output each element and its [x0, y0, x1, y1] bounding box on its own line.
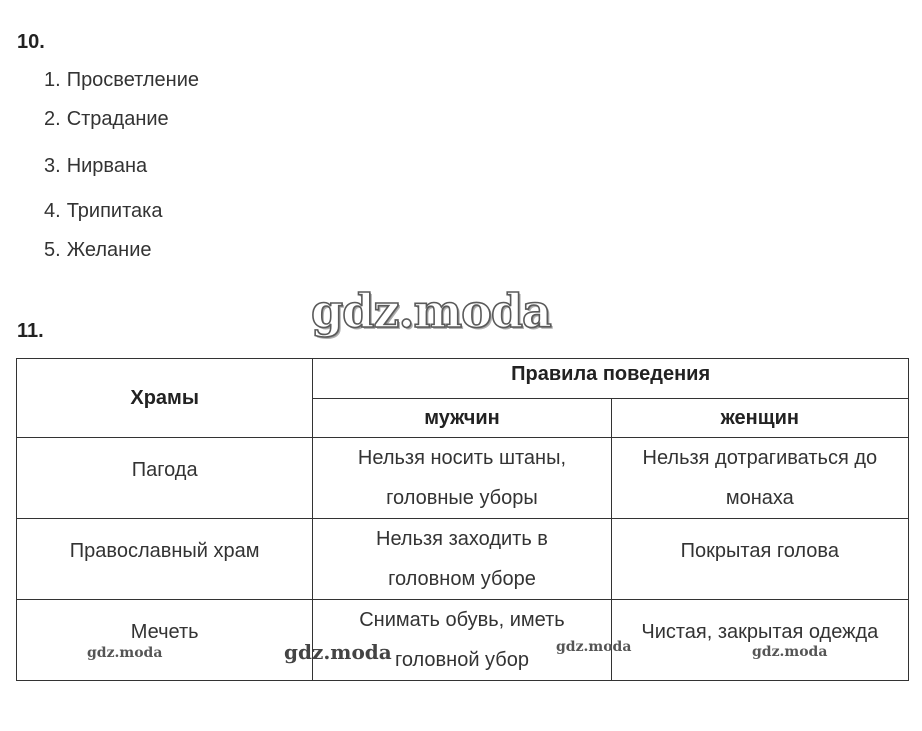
women-rule-line: Нельзя дотрагиваться до	[642, 447, 878, 469]
temple-name: Православный храм	[69, 540, 260, 562]
temple-name: Пагода	[131, 459, 198, 481]
question-11-number: 11.	[17, 320, 44, 342]
table-row	[17, 519, 909, 600]
answer-number: 4.	[44, 200, 61, 222]
women-rule-cell	[611, 600, 908, 681]
table-row	[17, 600, 909, 681]
men-rule-cell	[313, 519, 611, 600]
temple-rules-table	[16, 358, 909, 681]
men-rule-cell	[313, 438, 611, 519]
answer-item-4	[44, 200, 162, 223]
answer-number: 2.	[44, 108, 61, 130]
men-rule-line: Снимать обувь, иметь	[359, 609, 565, 631]
men-rule-line: головные уборы	[386, 487, 538, 509]
answer-text: Просветление	[66, 69, 200, 91]
women-rule-text: Чистая, закрытая одежда	[641, 621, 879, 643]
temple-cell	[17, 519, 313, 600]
answer-item-3	[44, 155, 147, 178]
header-temples: Храмы	[17, 359, 313, 438]
answer-number: 3.	[44, 155, 61, 177]
women-rule-line: монаха	[725, 487, 794, 509]
watermark-logo: gdz.moda	[311, 284, 551, 338]
women-rule-text: Покрытая голова	[680, 540, 839, 562]
temple-cell	[17, 438, 313, 519]
header-women: женщин	[611, 399, 908, 438]
watermark-small: gdz.moda	[87, 645, 163, 661]
table-header-row	[17, 359, 909, 399]
answer-item-1	[44, 69, 199, 92]
header-men: мужчин	[313, 399, 611, 438]
women-rule-cell	[611, 519, 908, 600]
men-rule-line: головной убор	[394, 649, 529, 671]
answer-number: 5.	[44, 239, 61, 261]
men-rule-line: Нельзя заходить в	[376, 528, 548, 550]
answer-item-5	[44, 239, 152, 262]
header-rules: Правила поведения	[313, 359, 909, 399]
watermark-small: gdz.moda	[752, 644, 828, 660]
temple-cell	[17, 600, 313, 681]
men-rule-line: Нельзя носить штаны,	[357, 447, 567, 469]
table-row	[17, 438, 909, 519]
answer-text: Нирвана	[66, 155, 148, 177]
watermark-small: gdz.moda	[556, 639, 632, 655]
question-10-number: 10.	[17, 31, 45, 53]
answer-item-2	[44, 108, 169, 131]
watermark-small: gdz.moda	[284, 640, 392, 664]
temple-name: Мечеть	[130, 621, 199, 643]
answer-text: Трипитака	[66, 200, 163, 222]
women-rule-cell	[611, 438, 908, 519]
answer-text: Страдание	[66, 108, 169, 130]
men-rule-line: головном уборе	[388, 568, 536, 590]
answer-text: Желание	[66, 239, 152, 261]
answer-number: 1.	[44, 69, 61, 91]
